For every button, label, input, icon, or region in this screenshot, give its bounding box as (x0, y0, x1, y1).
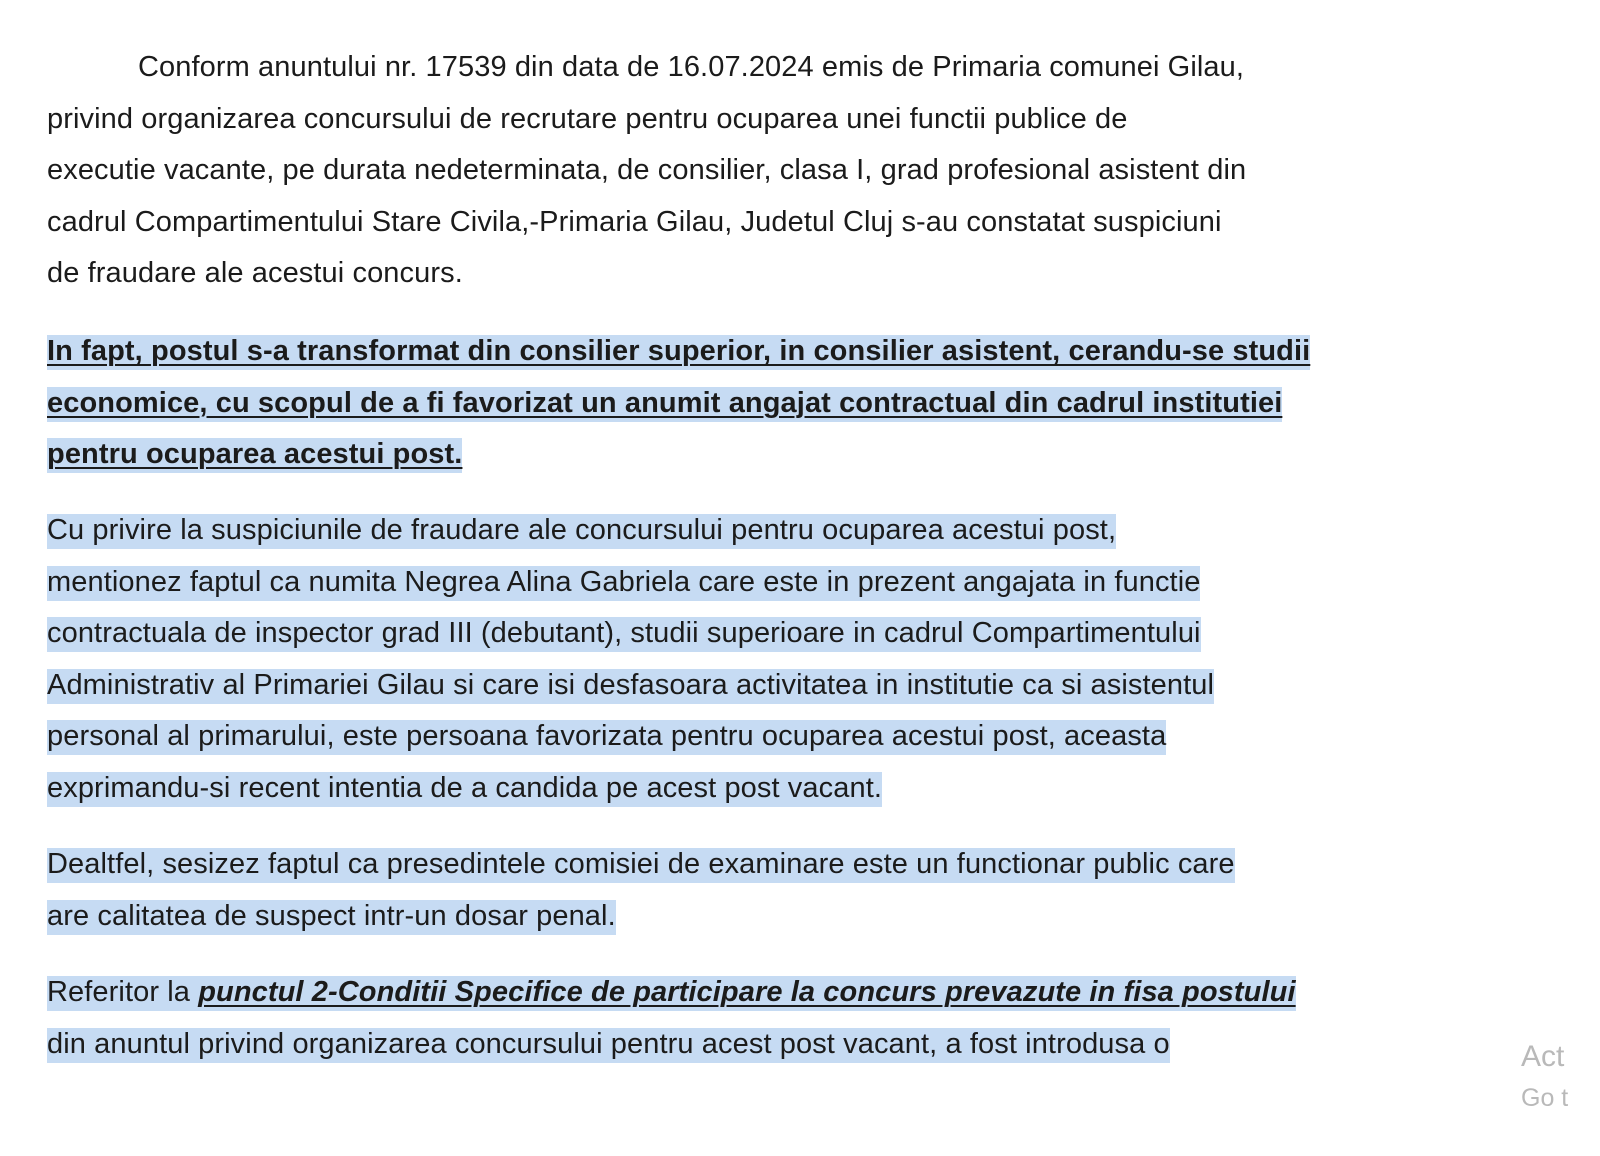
selected-text-line: Cu privire la suspiciunile de fraudare ale concursului pentru ocuparea acestui post, (47, 514, 1116, 549)
selected-text-line: Administrativ al Primariei Gilau si care isi desfasoara activitatea in institutie ca si asistentul (47, 669, 1214, 704)
selected-text-line: mentionez faptul ca numita Negrea Alina Gabriela care este in prezent angajata in functie (47, 566, 1200, 601)
selected-text-prefix: Referitor la (47, 976, 198, 1011)
paragraph-referitor[interactable] (47, 967, 1427, 1070)
text-line: executie vacante, pe durata nedeterminata, de consilier, clasa I, grad profesional asistent din (47, 154, 1247, 187)
text-line: Conform anuntului nr. 17539 din data de 16.07.2024 emis de Primaria comunei Gilau, (138, 51, 1245, 83)
selected-text-line: are calitatea de suspect intr-un dosar penal. (47, 900, 616, 935)
activate-windows-watermark-subtitle: Go t (1521, 1084, 1569, 1112)
selected-emphasized-text: punctul 2-Conditii Specifice de participare la concurs prevazute in fisa postului (198, 976, 1295, 1011)
selected-bold-underlined-text: In fapt, postul s-a transformat din consilier superior, in consilier asistent, cerandu-se studii (47, 335, 1310, 370)
paragraph-in-fapt[interactable] (47, 326, 1427, 481)
selected-text-line: contractuala de inspector grad III (debutant), studii superioare in cadrul Compartimentului (47, 617, 1201, 652)
selected-text-line: din anuntul privind organizarea concursului pentru acest post vacant, a fost introdusa o (47, 1028, 1170, 1063)
text-line: de fraudare ale acestui concurs. (47, 257, 463, 290)
activate-windows-watermark-title: Act (1521, 1040, 1565, 1073)
selected-text-line: personal al primarului, este persoana favorizata pentru ocuparea acestui post, aceasta (47, 720, 1166, 755)
paragraph-suspiciuni[interactable] (47, 505, 1427, 815)
paragraph-dealtfel[interactable] (47, 839, 1427, 942)
text-line: cadrul Compartimentului Stare Civila,-Primaria Gilau, Judetul Cluj s-au constatat suspiciuni (47, 205, 1222, 238)
selected-text-line: Dealtfel, sesizez faptul ca presedintele comisiei de examinare este un functionar public care (47, 848, 1235, 883)
paragraph-announcement[interactable] (47, 42, 1427, 300)
selected-bold-underlined-text: economice, cu scopul de a fi favorizat un anumit angajat contractual din cadrul institutiei (47, 387, 1282, 422)
selected-bold-underlined-text: pentru ocuparea acestui post. (47, 438, 462, 473)
selected-text-line: exprimandu-si recent intentia de a candida pe acest post vacant. (47, 772, 882, 807)
text-line: privind organizarea concursului de recrutare pentru ocuparea unei functii publice de (47, 102, 1128, 135)
